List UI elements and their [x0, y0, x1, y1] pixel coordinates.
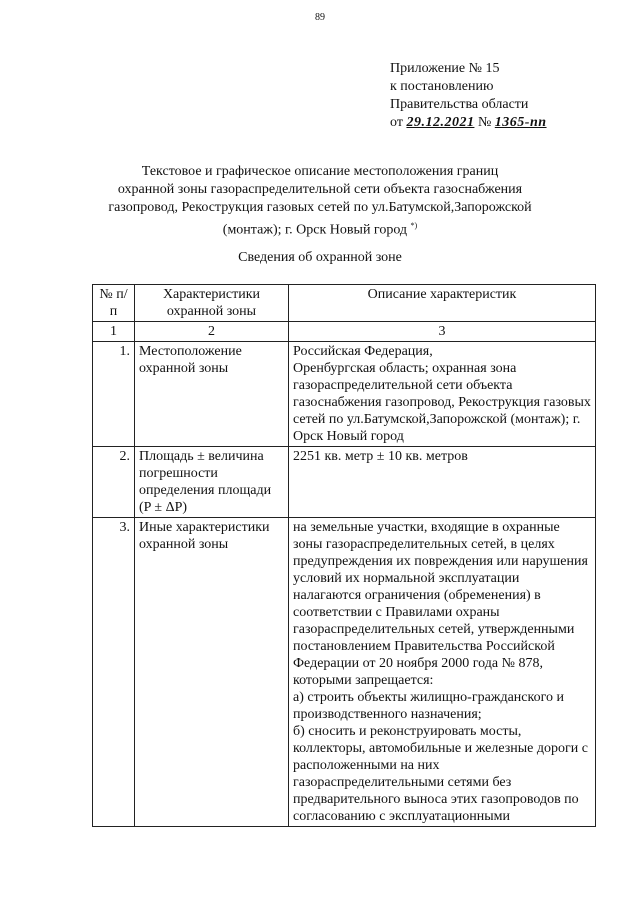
table-row [93, 342, 596, 447]
row-characteristic: Местоположение охранной зоны [135, 342, 289, 447]
appendix-line-2: к постановлению [390, 79, 494, 94]
document-title [100, 163, 540, 240]
column-number-row [93, 322, 596, 342]
table-row [93, 447, 596, 518]
row-description [289, 342, 596, 447]
row-number: 2. [93, 447, 135, 518]
zone-info-table [92, 284, 596, 827]
title-line-3: газопровод, Рекострукция газовых сетей по ул.Батумской,Запорожской [108, 200, 532, 215]
row-description [289, 447, 596, 518]
number-prefix: № [477, 115, 492, 130]
handwritten-number: 1365-пп [494, 115, 547, 130]
column-number-3: 3 [289, 322, 596, 342]
header-number: № п/п [93, 285, 135, 322]
description-paragraph: б) сносить и реконструировать мосты, коллекторы, автомобильные и железные дороги с расположенными на них газораспределительными сетями без предварительного выноса этих газопроводов по согласованию с эксплуатационными [293, 724, 588, 824]
footnote-mark: *) [410, 221, 418, 230]
row-characteristic: Площадь ± величина погрешности определения площади (P ± ΔP) [135, 447, 289, 518]
table-row [93, 518, 596, 827]
column-number-2: 2 [135, 322, 289, 342]
appendix-block [390, 60, 547, 132]
description-paragraph: на земельные участки, входящие в охранные зоны газораспределительных сетей, в целях предупреждения их повреждения или нарушения условий их нормальной эксплуатации налагаются ограничения (обременения) в соответствии с Правилами охраны газораспределительных сетей, утвержденными постановлением Правительства Российской Федерации от 20 ноября 2000 года № 878, которыми запрещается: [293, 520, 588, 688]
title-line-1: Текстовое и графическое описание местоположения границ [141, 164, 499, 179]
description-paragraph: а) строить объекты жилищно-гражданского и производственного назначения; [293, 690, 564, 722]
appendix-line-1: Приложение № 15 [390, 61, 500, 76]
description-paragraph: 2251 кв. метр ± 10 кв. метров [293, 449, 468, 464]
title-line-2: охранной зоны газораспределительной сети объекта газоснабжения [117, 182, 523, 197]
title-line-4-text: (монтаж); г. Орск Новый город [222, 222, 408, 238]
column-number-1: 1 [93, 322, 135, 342]
handwritten-date: 29.12.2021 [406, 115, 475, 130]
date-prefix: от [390, 115, 403, 130]
row-description [289, 518, 596, 827]
appendix-line-3: Правительства области [390, 97, 529, 112]
header-characteristics: Характеристики охранной зоны [135, 285, 289, 322]
title-line-4 [100, 217, 540, 240]
row-characteristic: Иные характеристики охранной зоны [135, 518, 289, 827]
description-paragraph: Российская Федерация, [293, 344, 433, 359]
page-number: 89 [315, 12, 325, 23]
row-number: 1. [93, 342, 135, 447]
row-number: 3. [93, 518, 135, 827]
header-description: Описание характеристик [289, 285, 596, 322]
description-paragraph: Оренбургская область; охранная зона газораспределительной сети объекта газоснабжения газопровод, Рекострукция газовых сетей по ул.Батумской,Запорожской (монтаж); г. Орск Новый город [293, 361, 591, 444]
section-subtitle: Сведения об охранной зоне [238, 250, 402, 265]
table-header-row [93, 285, 596, 322]
appendix-date-line [390, 114, 547, 132]
